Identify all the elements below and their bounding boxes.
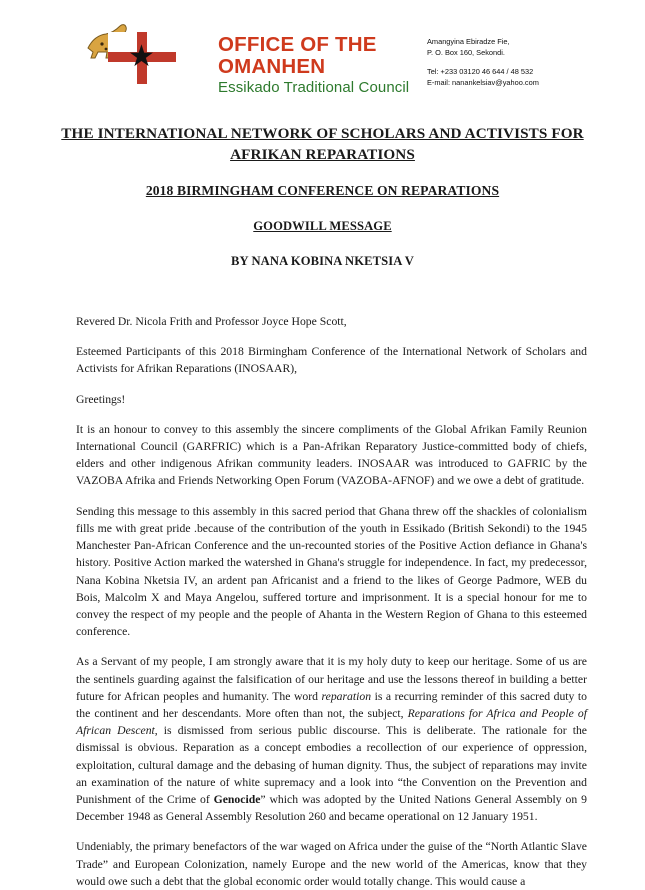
org-subtitle: Essikado Traditional Council (218, 79, 410, 97)
para3-part-b: is a recurring reminder of this sacred duty to the continent and her descendants. More often than not, the subject, (76, 689, 587, 720)
document-headings (48, 124, 597, 269)
letterhead (48, 22, 597, 96)
shield-icon (108, 32, 180, 88)
council-crest-icon (78, 22, 206, 84)
paragraph-3 (76, 653, 587, 825)
conference-heading: 2018 BIRMINGHAM CONFERENCE ON REPARATIONS (145, 183, 500, 199)
salutation: Revered Dr. Nicola Frith and Professor Joyce Hope Scott, (76, 315, 347, 329)
para3-italic-title: Reparations for Africa and People of African Descent (76, 706, 587, 738)
contact-block (427, 22, 597, 89)
document-type-heading: GOODWILL MESSAGE (253, 219, 392, 234)
para3-part-a: As a Servant of my people, I am strongly aware that it is my holy duty to keep our heritage. Some of us are the sentinels guarding against the falsification of our heritage and use the lessons thereof in building a better future for African peoples and humanity. The word (76, 655, 587, 703)
document-body (48, 313, 597, 890)
para3-italic-reparation: reparation (321, 689, 372, 703)
org-title: OFFICE OF THE OMANHEN (218, 33, 377, 78)
paragraph-2: Sending this message to this assembly in this sacred period that Ghana threw off the shackles of colonialism fills me with great pride .because of the contribution of the youth in Essikado (British Sekondi) to the 1945 Manchester Pan-African Conference and the un-recounted stories of the Positive Action defiance in Ghana's history. Positive Action marked the watershed in Ghana's struggle for independence. In fact, my predecessor, Nana Kobina Nketsia IV, an ardent pan Africanist and a friend to the likes of George Padmore, WEB du Bois, Malcolm X and Maya Angelou, suffered torture and imprisonment. It is a special honour for me to convey the respect of my people and the people of Ahanta in the Western Region of Ghana to this esteemed conference. (76, 504, 587, 639)
greeting: Greetings! (76, 392, 126, 406)
telephone: Tel: +233 03120 46 644 / 48 532 (427, 66, 534, 76)
page-title: THE INTERNATIONAL NETWORK OF SCHOLARS AND ACTIVISTS FOR AFRIKAN REPARATIONS (61, 125, 584, 163)
para3-bold-genocide: Genocide (213, 792, 261, 806)
addressees: Esteemed Participants of this 2018 Birmingham Conference of the International Network of Scholars and Activists for Afrikan Reparations (INOSAAR), (76, 345, 587, 376)
org-title-block (206, 22, 427, 96)
para3-part-d: ” which was adopted by the United Nations General Assembly on 9 December 1948 as General Assembly Resolution 260 and became operational on 12 January 1951. (76, 792, 587, 824)
author-heading: BY NANA KOBINA NKETSIA V (231, 254, 414, 269)
email: E-mail: nanankelsiav@yahoo.com (427, 78, 539, 88)
paragraph-4: Undeniably, the primary benefactors of the war waged on Africa under the guise of the “North Atlantic Slave Trade” and European Colonization, namely Europe and the new world of the Americas, know that they would owe such a debt that the global economic order would totally change. This would cause a (76, 840, 587, 888)
paragraph-1: It is an honour to convey to this assembly the sincere compliments of the Global Afrikan Family Reunion International Council (GARFRIC) which is a Pan-Afrikan Reparatory Justice-committed body of chiefs, elders and other indigenous Afrikan community leaders. INOSAAR was introduced to GAFRIC by the VAZOBA Afrika and Friends Networking Open Forum (VAZOBA-AFNOF) and we owe a debt of gratitude. (76, 422, 587, 488)
para3-part-c: , is dismissed from serious public discourse. This is deliberate. The rationale for the dismissal is obvious. Reparation as a concept embodies a recollection of our experience of oppression, exploitation, cultural damage and the debasing of human dignity. Thus, the subject of reparations may invite an examination of the nature of white supremacy and a look into “the Convention on the Prevention and Punishment of the Crime of (76, 724, 587, 806)
address-line-1: Amangyina Ebiradze Fie, (427, 37, 510, 46)
address-line-2: P. O. Box 160, Sekondi. (427, 48, 505, 58)
